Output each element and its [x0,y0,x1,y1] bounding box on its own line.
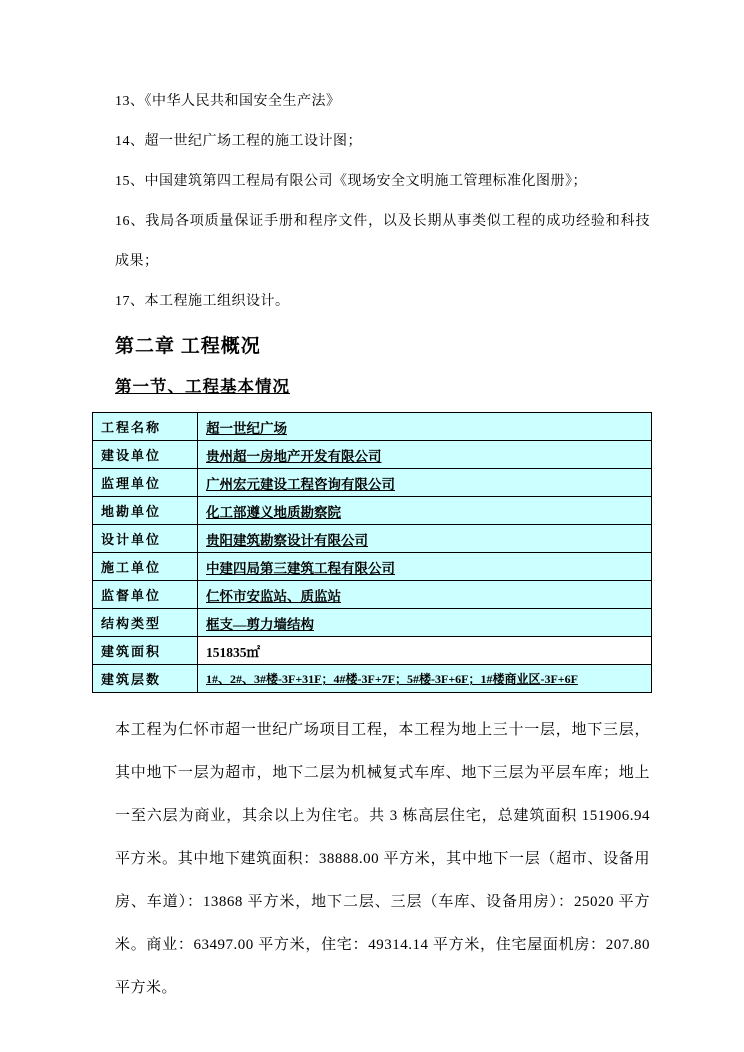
chapter-heading: 第二章 工程概况 [115,336,261,357]
row-value: 框支—剪力墙结构 [198,609,652,637]
row-value: 1#、2#、3#楼-3F+31F；4#楼-3F+7F；5#楼-3F+6F；1#楼商业区-3F+6F [198,665,652,693]
section-heading: 第一节、工程基本情况 [115,377,290,396]
list-item-17: 17、本工程施工组织设计。 [115,294,290,309]
row-value: 贵州超一房地产开发有限公司 [198,441,652,469]
row-value: 广州宏元建设工程咨询有限公司 [198,469,652,497]
body-paragraph: 本工程为仁怀市超一世纪广场项目工程，本工程为地上三十一层，地下三层，其中地下一层为超市，地下二层为机械复式车库、地下三层为平层车库；地上一至六层为商业，其余以上为住宅。共 3 栋高层住宅，总建筑面积 151906.94 平方米。其中地下建筑面积：38888.00 平方米，其中地下一层（超市、设备用房、车道）：13868 平方米，地下二层、三层（车库、设备用房）：25020 平方米。商业：63497.00 平方米，住宅：49314.14 平方米，住宅屋面机房：207.80 平方米。 [115,722,650,996]
table-row-design-unit [93,525,652,553]
list-item-16: 16、我局各项质量保证手册和程序文件，以及长期从事类似工程的成功经验和科技成果； [115,214,650,269]
table-row-builder-unit [93,553,652,581]
row-value: 贵阳建筑勘察设计有限公司 [198,525,652,553]
list-item-13: 13、《中华人民共和国安全生产法》 [115,94,341,109]
row-value: 中建四局第三建筑工程有限公司 [198,553,652,581]
project-info-table [92,412,652,693]
row-label: 监理单位 [93,469,198,497]
row-label: 结构类型 [93,609,198,637]
row-value: 超一世纪广场 [198,413,652,441]
row-label: 工程名称 [93,413,198,441]
table-row-supervision-unit [93,469,652,497]
table-row-oversight-unit [93,581,652,609]
row-value: 仁怀市安监站、质监站 [198,581,652,609]
list-item-14: 14、超一世纪广场工程的施工设计图； [115,134,362,149]
row-label: 地勘单位 [93,497,198,525]
table-row-geology-unit [93,497,652,525]
table-row-building-area [93,637,652,665]
row-label: 建筑层数 [93,665,198,693]
row-label: 监督单位 [93,581,198,609]
row-value: 化工部遵义地质勘察院 [198,497,652,525]
table-row-building-floors [93,665,652,693]
row-label: 建筑面积 [93,637,198,665]
table-row-structure-type [93,609,652,637]
table-row-construction-unit [93,441,652,469]
row-label: 设计单位 [93,525,198,553]
list-item-15: 15、中国建筑第四工程局有限公司《现场安全文明施工管理标准化图册》； [115,174,587,189]
row-label: 建设单位 [93,441,198,469]
row-value: 151835㎡ [198,637,652,665]
row-label: 施工单位 [93,553,198,581]
table-row-project-name [93,413,652,441]
